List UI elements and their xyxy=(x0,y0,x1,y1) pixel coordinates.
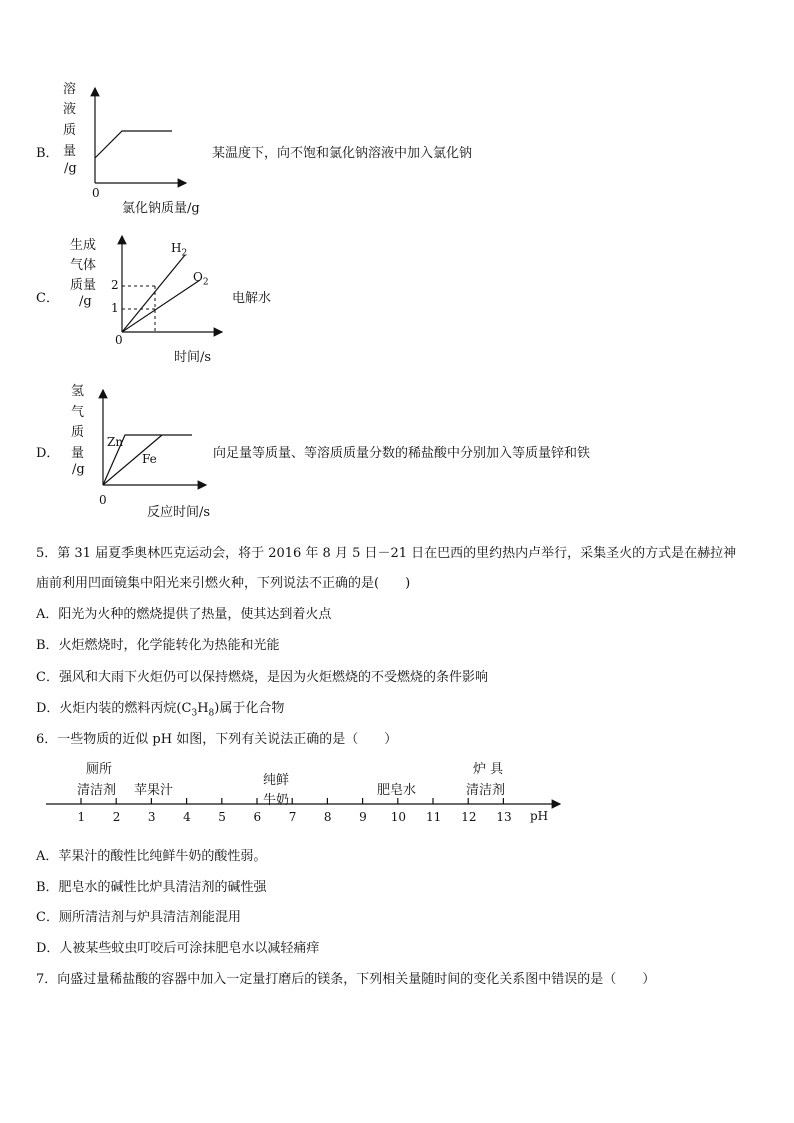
ph-tick-label: 13 xyxy=(496,810,512,824)
option-d-ylabel-5: /g xyxy=(72,462,85,477)
option-d-xlabel: 反应时间/s xyxy=(147,505,211,520)
ph-label-toilet-1: 厕所 xyxy=(86,762,113,777)
q6-option-a: A．苹果汁的酸性比纯鲜牛奶的酸性弱。 xyxy=(36,849,267,864)
option-d-ylabel-1: 氢 xyxy=(71,384,85,399)
ph-tick-label: 8 xyxy=(323,810,332,824)
option-b-curve xyxy=(95,131,172,158)
option-c-h2-label: $H_2$ xyxy=(171,241,188,259)
q6-option-b: B．肥皂水的碱性比炉具清洁剂的碱性强 xyxy=(36,880,267,895)
option-d-origin: 0 xyxy=(99,493,107,507)
option-d-letter: D． xyxy=(36,446,60,461)
q6-option-c: C．厕所清洁剂与炉具清洁剂能混用 xyxy=(36,910,241,925)
ph-tick-label: 5 xyxy=(218,810,226,824)
option-b-ylabel-5: /g xyxy=(64,161,77,176)
option-b-xlabel: 氯化钠质量/g xyxy=(122,201,200,216)
ph-label-milk-1: 纯鲜 xyxy=(263,773,290,788)
ph-tick-label: 11 xyxy=(426,810,442,824)
option-c-tick-1: 1 xyxy=(111,301,119,315)
option-d-ylabel-2: 气 xyxy=(71,405,85,420)
option-c-ylabel-1: 生成 xyxy=(70,238,97,253)
option-b-description: 某温度下，向不饱和氯化钠溶液中加入氯化钠 xyxy=(212,146,473,161)
option-c-tick-2: 2 xyxy=(111,278,119,292)
ph-tick-label: 1 xyxy=(77,810,86,824)
ph-tick-label: 7 xyxy=(288,810,297,824)
option-c-ylabel-3: 质量 xyxy=(70,278,97,293)
q5-option-b: B．火炬燃烧时，化学能转化为热能和光能 xyxy=(36,638,280,653)
ph-tick-label: 4 xyxy=(183,810,191,824)
option-c-h2-line xyxy=(122,255,185,332)
ph-tick-label: 3 xyxy=(147,810,156,824)
option-b-letter: B． xyxy=(36,146,59,161)
q6-stem: 6．一些物质的近似 pH 如图，下列有关说法正确的是（ ） xyxy=(36,732,398,747)
ph-axis-label: pH xyxy=(530,809,549,823)
q5-option-c: C．强风和大雨下火炬仍可以保持燃烧，是因为火炬燃烧的不受燃烧的条件影响 xyxy=(36,670,488,685)
option-d-description: 向足量等质量、等溶质质量分数的稀盐酸中分别加入等质量锌和铁 xyxy=(213,446,591,461)
option-d-zn-label: Zn xyxy=(107,435,124,449)
ph-label-stove-2: 清洁剂 xyxy=(466,783,506,798)
option-c-ylabel-4: /g xyxy=(79,294,92,309)
q5-stem-line-2: 庙前利用凹面镜集中阳光来引燃火种，下列说法不正确的是( ) xyxy=(36,576,411,591)
ph-label-stove-1: 炉 具 xyxy=(473,762,504,777)
option-c-xlabel: 时间/s xyxy=(174,350,212,365)
ph-tick-label: 2 xyxy=(112,810,121,824)
ph-tick-label: 6 xyxy=(253,810,262,824)
option-b-ylabel-4: 量 xyxy=(63,144,77,159)
option-b-ylabel-1: 溶 xyxy=(63,82,77,97)
ph-label-toilet-2: 清洁剂 xyxy=(77,783,117,798)
option-c-o2-label: $O_2$ xyxy=(193,270,209,288)
option-b-graph xyxy=(0,0,794,230)
ph-label-soap: 肥皂水 xyxy=(377,783,417,798)
option-c-description: 电解水 xyxy=(232,291,272,306)
q5-option-a: A．阳光为火种的燃烧提供了热量，使其达到着火点 xyxy=(36,607,332,622)
option-d-ylabel-3: 质 xyxy=(71,425,85,440)
option-b-ylabel-3: 质 xyxy=(63,123,77,138)
q5-stem-line-1: 5．第 31 届夏季奥林匹克运动会，将于 2016 年 8 月 5 日－21 日在巴西的里约热内卢举行，采集圣火的方式是在赫拉神 xyxy=(36,546,737,561)
ph-label-apple: 苹果汁 xyxy=(134,783,174,798)
option-c-ylabel-2: 气体 xyxy=(70,258,97,273)
q7-stem: 7．向盛过量稀盐酸的容器中加入一定量打磨后的镁条，下列相关量随时间的变化关系图中错误的是（ ） xyxy=(36,972,656,987)
option-c-origin: 0 xyxy=(115,333,123,347)
ph-tick-label: 9 xyxy=(359,810,367,824)
ph-tick-label: 12 xyxy=(461,810,477,824)
q5-option-d: D．火炬内装的燃料丙烷$(C_3H_8)$属于化合物 xyxy=(36,701,285,719)
option-d-ylabel-4: 量 xyxy=(71,446,85,461)
ph-tick-label: 10 xyxy=(390,810,407,824)
option-d-fe-label: Fe xyxy=(142,452,157,466)
option-c-o2-line xyxy=(122,280,200,332)
option-b-origin: 0 xyxy=(92,186,100,200)
ph-label-milk-2: 牛奶 xyxy=(263,793,290,808)
option-b-ylabel-2: 液 xyxy=(63,102,77,117)
q6-option-d: D．人被某些蚊虫叮咬后可涂抹肥皂水以减轻痛痒 xyxy=(36,941,320,956)
option-c-letter: C． xyxy=(36,291,59,306)
